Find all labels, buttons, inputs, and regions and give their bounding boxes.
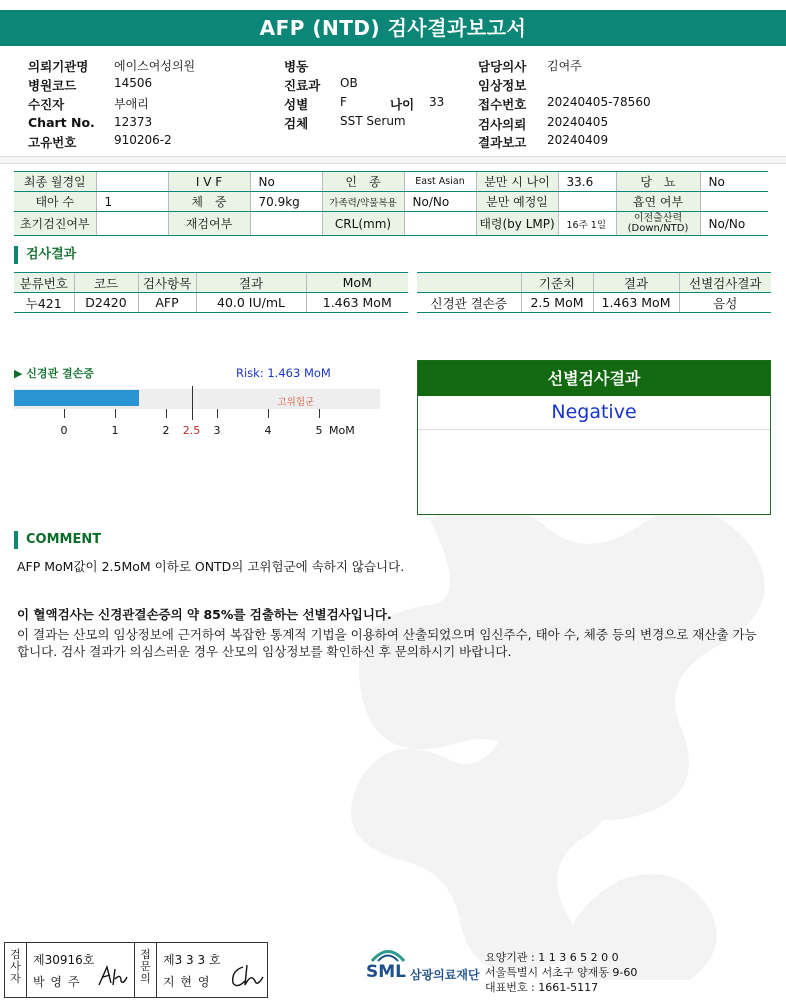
info-value-age: 33	[429, 95, 445, 109]
clinical-label: 이전출산력 (Down/NTD)	[616, 212, 700, 236]
logo-text: SML	[366, 962, 406, 982]
info-label-doctor: 담당의사	[478, 59, 527, 74]
confirmer-signature	[229, 961, 265, 991]
clinical-label: CRL(mm)	[322, 212, 404, 236]
report-footer	[4, 942, 782, 1000]
screening-result-box	[417, 360, 771, 515]
confirmer-name: 지 현 영	[163, 975, 211, 989]
lab-phone: 대표번호 : 1661-5117	[485, 981, 599, 994]
results-header: 검사항목	[138, 273, 196, 293]
risk-cutoff-line	[192, 386, 193, 420]
results-header: 결과	[196, 273, 306, 293]
risk-axis-tick-label: 4	[264, 424, 272, 437]
risk-axis-tick	[268, 409, 269, 418]
risk-axis-tick-label: 3	[213, 424, 221, 437]
clinical-value: East Asian	[404, 172, 476, 192]
clinical-label: 초기검진여부	[14, 212, 96, 236]
info-value-report-date: 20240409	[547, 133, 609, 147]
screening-reference-table	[417, 272, 771, 313]
clinical-label: 당 뇨	[616, 172, 700, 192]
info-label-request-date: 검사의뢰	[478, 117, 527, 132]
risk-axis-tick-label: 1	[111, 424, 119, 437]
results-header: 분류번호	[14, 273, 74, 293]
comment-bold-line: 이 혈액검사는 신경관결손증의 약 85%를 검출하는 선별검사입니다.	[17, 607, 392, 622]
risk-title: ▶ 신경관 결손증	[14, 367, 94, 380]
clinical-label: 태령(by LMP)	[476, 212, 558, 236]
clinical-label: I V F	[168, 172, 250, 192]
clinical-value: No	[250, 172, 322, 192]
result-divider	[418, 429, 770, 430]
info-value-institution: 에이스여성의원	[114, 59, 196, 73]
table-row	[14, 293, 408, 313]
info-label-ward: 병동	[284, 59, 309, 74]
info-value-patient: 부애리	[114, 97, 149, 111]
clinical-label: 인 종	[322, 172, 404, 192]
table-row	[417, 293, 771, 313]
clinical-value: 1	[96, 192, 168, 212]
clinical-value: No/No	[404, 192, 476, 212]
risk-axis-tick	[115, 409, 116, 418]
screening-result-header: 선별검사결과	[418, 361, 770, 396]
clinical-label: 최종 월경일	[14, 172, 96, 192]
high-risk-label: 고위험군	[277, 397, 315, 408]
inspector-name: 박 영 주	[33, 975, 81, 989]
info-label-clinical: 임상정보	[478, 78, 527, 93]
section-title-results: 검사결과	[14, 246, 76, 264]
info-value-specimen: SST Serum	[340, 114, 406, 128]
info-label-sex: 성별	[284, 97, 309, 112]
info-value-department: OB	[340, 76, 358, 90]
clinical-row	[14, 172, 768, 192]
confirmer-cell	[157, 943, 267, 997]
risk-axis-tick-label: 5	[315, 424, 323, 437]
results-cell: 누421	[14, 293, 74, 313]
clinical-label: 체 중	[168, 192, 250, 212]
risk-value-label: Risk: 1.463 MoM	[236, 366, 331, 380]
info-label-report-date: 결과보고	[478, 135, 527, 150]
info-value-receipt-no: 20240405-78560	[547, 95, 651, 109]
clinical-value	[558, 192, 616, 212]
screening-result-value: Negative	[551, 401, 637, 423]
clinical-label: 재검여부	[168, 212, 250, 236]
info-label-department: 진료과	[284, 78, 321, 93]
section-divider	[0, 156, 786, 164]
clinical-value: No	[700, 172, 768, 192]
confirmer-license: 제3 3 3 호	[163, 953, 221, 967]
inspector-cell	[27, 943, 135, 997]
clinical-row	[14, 212, 768, 236]
clinical-label: 태아 수	[14, 192, 96, 212]
results-header: MoM	[306, 273, 408, 293]
reference-header	[417, 273, 521, 293]
results-cell: 1.463 MoM	[306, 293, 408, 313]
clinical-value: 70.9kg	[250, 192, 322, 212]
reference-cell: 음성	[679, 293, 771, 313]
report-title: AFP (NTD) 검사결과보고서	[0, 10, 786, 46]
info-value-unique-no: 910206-2	[114, 133, 172, 147]
clinical-value	[700, 192, 768, 212]
lab-contact	[485, 950, 637, 995]
clinical-value	[96, 172, 168, 192]
info-label-age: 나이	[390, 97, 415, 112]
comment-body: 이 결과는 산모의 임상정보에 근거하여 복잡한 통계적 기법을 이용하여 산출되었으며 임신주수, 태아 수, 체중 등의 변경으로 재산출 가능합니다. 검사 결과가 의심스러운 경우 산모의 임상정보를 확인하신 후 문의하시기 바랍니다.	[17, 627, 757, 659]
info-label-chart-no: Chart No.	[28, 115, 95, 130]
clinical-value: 16주 1일	[558, 212, 616, 236]
clinical-value	[250, 212, 322, 236]
risk-axis-tick	[64, 409, 65, 418]
reference-header: 결과	[593, 273, 679, 293]
clinical-label: 분만 예정일	[476, 192, 558, 212]
reference-header: 선별검사결과	[679, 273, 771, 293]
clinical-row	[14, 192, 768, 212]
info-label-patient: 수진자	[28, 97, 65, 112]
info-label-hospital-code: 병원코드	[28, 78, 77, 93]
info-value-chart-no: 12373	[114, 115, 153, 129]
reference-header-row	[417, 273, 771, 293]
info-value-request-date: 20240405	[547, 115, 609, 129]
risk-axis-tick-label: 2.5	[182, 424, 201, 437]
results-cell: D2420	[74, 293, 138, 313]
lab-institution-code: 요양기관 : 1 1 3 6 5 2 0 0	[485, 951, 619, 964]
info-label-institution: 의뢰기관명	[28, 59, 89, 74]
results-cell: 40.0 IU/mL	[196, 293, 306, 313]
results-header: 코드	[74, 273, 138, 293]
comment-line: AFP MoM값이 2.5MoM 이하로 ONTD의 고위험군에 속하지 않습니다.	[17, 559, 405, 574]
info-value-hospital-code: 14506	[114, 76, 153, 90]
info-label-unique-no: 고유번호	[28, 135, 77, 150]
info-label-specimen: 검체	[284, 116, 309, 131]
inspector-label: 검 사 자	[5, 943, 27, 997]
clinical-label: 분만 시 나이	[476, 172, 558, 192]
lab-address: 서울특별시 서초구 양재동 9-60	[485, 966, 638, 979]
risk-axis-unit: MoM	[329, 424, 355, 437]
risk-axis-tick	[319, 409, 320, 418]
clinical-value: No/No	[700, 212, 768, 236]
clinical-value	[404, 212, 476, 236]
reference-cell: 1.463 MoM	[593, 293, 679, 313]
results-header-row	[14, 273, 408, 293]
clinical-value: 33.6	[558, 172, 616, 192]
clinical-value	[96, 212, 168, 236]
reference-header: 기준치	[521, 273, 593, 293]
risk-axis-tick	[166, 409, 167, 418]
info-value-doctor: 김여주	[547, 59, 582, 73]
section-title-comment: COMMENT	[14, 531, 101, 549]
lab-name: 삼광의료재단	[410, 968, 480, 982]
reference-cell: 신경관 결손증	[417, 293, 521, 313]
inspector-signature	[97, 963, 129, 989]
clinical-label: 흡연 여부	[616, 192, 700, 212]
results-cell: AFP	[138, 293, 196, 313]
info-value-sex: F	[340, 95, 347, 109]
info-label-receipt-no: 접수번호	[478, 97, 527, 112]
clinical-info-table	[14, 171, 768, 236]
patient-info	[28, 55, 768, 155]
inspector-license: 제30916호	[33, 953, 95, 967]
confirmer-label: 접 문 의	[135, 943, 157, 997]
clinical-label: 가족력/약물복용	[322, 192, 404, 212]
risk-axis-tick-label: 2	[162, 424, 170, 437]
logo-arc-icon	[370, 948, 406, 962]
results-table	[14, 272, 408, 313]
signature-box	[4, 942, 268, 998]
reference-cell: 2.5 MoM	[521, 293, 593, 313]
risk-axis-tick-label: 0	[60, 424, 68, 437]
risk-axis-tick	[217, 409, 218, 418]
risk-bar-fill	[14, 390, 139, 406]
